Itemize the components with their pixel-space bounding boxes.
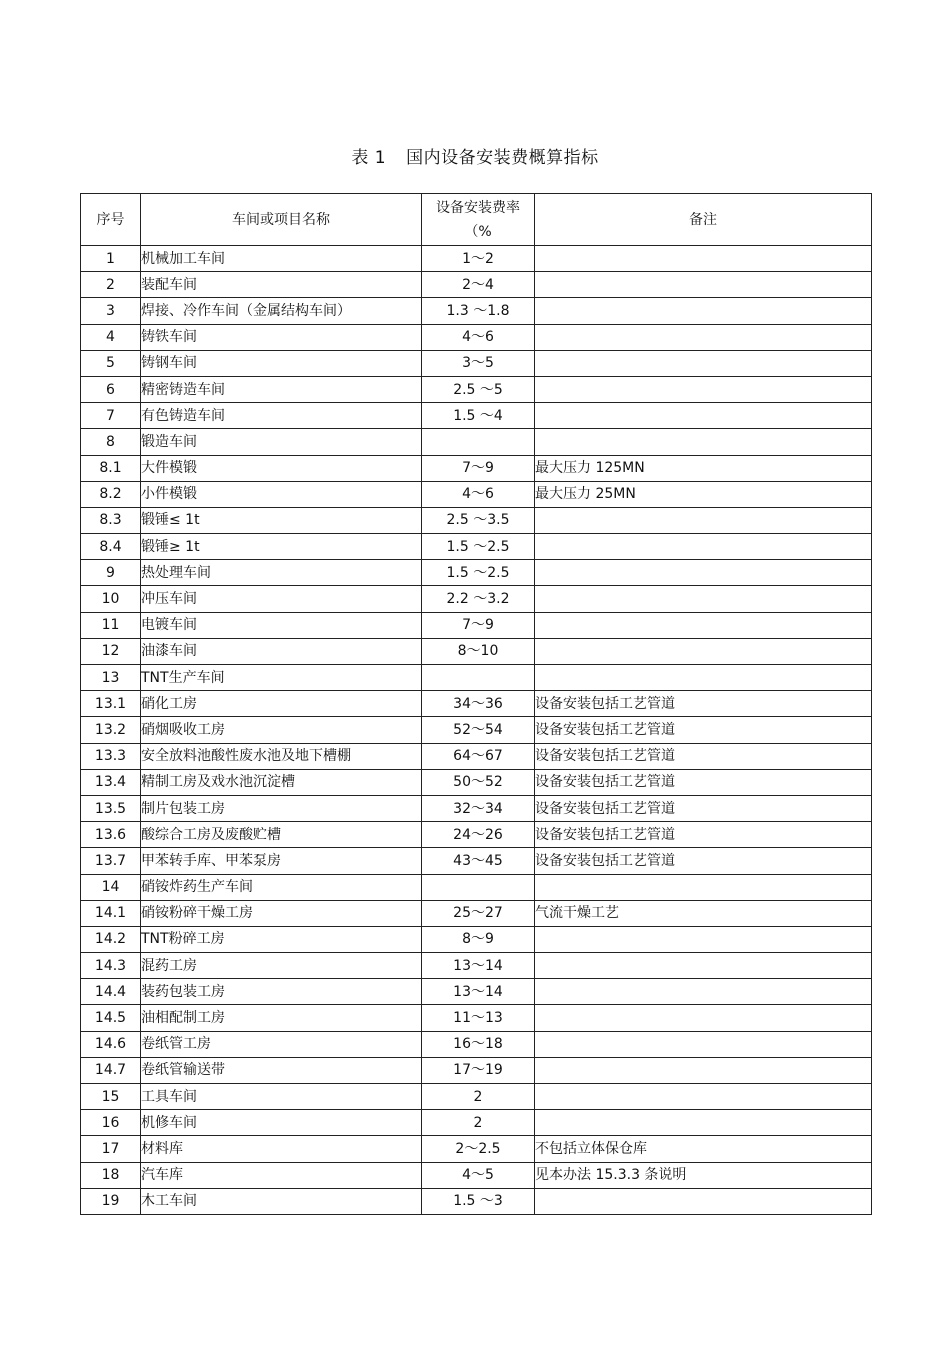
cell-note: 设备安装包括工艺管道 [535,795,872,821]
table-row [81,691,872,717]
table-row [81,534,872,560]
cell-rate: 2 [422,1084,535,1110]
cell-name: 硝铵炸药生产车间 [141,874,422,900]
cell-note [535,246,872,272]
cell-rate: 2 [422,1110,535,1136]
cell-rate: 32～34 [422,795,535,821]
cell-seq: 14.3 [81,953,141,979]
table-title [0,143,950,168]
cell-rate: 16～18 [422,1031,535,1057]
cell-name: 硝铵粉碎干燥工房 [141,900,422,926]
header-name: 车间或项目名称 [141,194,422,246]
cell-note [535,350,872,376]
cell-seq: 13.2 [81,717,141,743]
table-row [81,769,872,795]
cell-name: 小件模锻 [141,481,422,507]
cell-rate [422,665,535,691]
cell-name: 铸钢车间 [141,350,422,376]
cell-seq: 13.7 [81,848,141,874]
table-row [81,822,872,848]
cell-seq: 14 [81,874,141,900]
cell-note [535,272,872,298]
cell-seq: 11 [81,612,141,638]
cell-seq: 14.2 [81,926,141,952]
cell-name: 材料库 [141,1136,422,1162]
table-row [81,743,872,769]
cell-name: 混药工房 [141,953,422,979]
cell-rate: 3～5 [422,350,535,376]
cell-seq: 13 [81,665,141,691]
cell-rate: 1～2 [422,246,535,272]
table-row [81,1031,872,1057]
header-rate-line2: （% [464,223,492,240]
cell-rate: 25～27 [422,900,535,926]
cell-name: 精制工房及戏水池沉淀槽 [141,769,422,795]
cell-seq: 14.5 [81,1005,141,1031]
cell-rate: 17～19 [422,1057,535,1083]
table-row [81,1084,872,1110]
cell-name: 精密铸造车间 [141,376,422,402]
table-row [81,324,872,350]
cell-note [535,324,872,350]
cell-seq: 15 [81,1084,141,1110]
table-row [81,848,872,874]
cell-rate: 1.5 ～2.5 [422,560,535,586]
cell-rate: 7～9 [422,455,535,481]
cell-seq: 5 [81,350,141,376]
cell-name: TNT生产车间 [141,665,422,691]
cell-note: 设备安装包括工艺管道 [535,717,872,743]
table-row [81,246,872,272]
table-row [81,560,872,586]
cell-note [535,874,872,900]
table-row [81,507,872,533]
cell-seq: 13.4 [81,769,141,795]
cell-seq: 8 [81,429,141,455]
table-row [81,481,872,507]
cell-name: 硝化工房 [141,691,422,717]
cell-note [535,1057,872,1083]
table-row [81,1005,872,1031]
cell-name: 硝烟吸收工房 [141,717,422,743]
cell-seq: 12 [81,638,141,664]
cell-name: 油漆车间 [141,638,422,664]
cell-name: 铸铁车间 [141,324,422,350]
cell-seq: 8.3 [81,507,141,533]
table-row [81,979,872,1005]
table-row [81,1136,872,1162]
cell-rate: 34～36 [422,691,535,717]
table-row [81,665,872,691]
cell-note: 见本办法 15.3.3 条说明 [535,1162,872,1188]
cell-note [535,1188,872,1214]
cell-seq: 7 [81,403,141,429]
table-row [81,376,872,402]
cell-seq: 19 [81,1188,141,1214]
table-row [81,350,872,376]
cell-note [535,1031,872,1057]
table-row [81,1110,872,1136]
cell-rate: 2～2.5 [422,1136,535,1162]
table-row [81,612,872,638]
cell-name: TNT粉碎工房 [141,926,422,952]
cell-rate: 7～9 [422,612,535,638]
cell-note: 气流干燥工艺 [535,900,872,926]
cell-name: 有色铸造车间 [141,403,422,429]
cell-seq: 9 [81,560,141,586]
cell-note [535,507,872,533]
cell-seq: 3 [81,298,141,324]
cell-seq: 13.1 [81,691,141,717]
cell-seq: 8.1 [81,455,141,481]
cell-seq: 14.1 [81,900,141,926]
cell-rate: 13～14 [422,953,535,979]
cell-rate: 1.3 ～1.8 [422,298,535,324]
cell-name: 甲苯转手库、甲苯泵房 [141,848,422,874]
cell-seq: 6 [81,376,141,402]
cell-seq: 8.2 [81,481,141,507]
table-body [81,246,872,1215]
table-row [81,272,872,298]
cell-note [535,612,872,638]
cell-rate: 8～9 [422,926,535,952]
cell-note: 不包括立体保仓库 [535,1136,872,1162]
cell-rate: 1.5 ～2.5 [422,534,535,560]
cell-seq: 8.4 [81,534,141,560]
cell-name: 汽车库 [141,1162,422,1188]
table-row [81,795,872,821]
cell-rate [422,429,535,455]
cell-note [535,586,872,612]
cell-name: 锻造车间 [141,429,422,455]
cell-rate: 52～54 [422,717,535,743]
cell-name: 木工车间 [141,1188,422,1214]
header-rate [422,194,535,246]
table-row [81,926,872,952]
header-rate-line1: 设备安装费率 [436,199,520,216]
cell-rate: 11～13 [422,1005,535,1031]
cell-note: 最大压力 125MN [535,455,872,481]
cell-name: 油相配制工房 [141,1005,422,1031]
cell-rate [422,874,535,900]
table-row [81,1057,872,1083]
cell-name: 装药包装工房 [141,979,422,1005]
cell-seq: 10 [81,586,141,612]
cell-name: 酸综合工房及废酸贮槽 [141,822,422,848]
table-row [81,586,872,612]
table-row [81,1188,872,1214]
cell-note [535,1110,872,1136]
cell-name: 大件模锻 [141,455,422,481]
cell-note [535,298,872,324]
cell-seq: 14.4 [81,979,141,1005]
cell-seq: 16 [81,1110,141,1136]
cell-note [535,926,872,952]
cell-note: 设备安装包括工艺管道 [535,743,872,769]
table-row [81,717,872,743]
fee-rate-table [80,193,872,1215]
cell-name: 机械加工车间 [141,246,422,272]
cell-note [535,534,872,560]
cell-seq: 13.5 [81,795,141,821]
cell-note [535,638,872,664]
cell-rate: 50～52 [422,769,535,795]
cell-name: 冲压车间 [141,586,422,612]
cell-seq: 13.6 [81,822,141,848]
table-caption: 国内设备安装费概算指标 [406,148,599,168]
cell-seq: 4 [81,324,141,350]
table-row [81,429,872,455]
table-row [81,874,872,900]
cell-name: 锻锤≤ 1t [141,507,422,533]
cell-note [535,560,872,586]
cell-name: 装配车间 [141,272,422,298]
cell-rate: 64～67 [422,743,535,769]
cell-seq: 1 [81,246,141,272]
cell-rate: 4～5 [422,1162,535,1188]
cell-name: 电镀车间 [141,612,422,638]
header-note: 备注 [535,194,872,246]
cell-note [535,1005,872,1031]
cell-name: 机修车间 [141,1110,422,1136]
cell-note: 设备安装包括工艺管道 [535,769,872,795]
cell-rate: 13～14 [422,979,535,1005]
cell-name: 卷纸管输送带 [141,1057,422,1083]
table-row [81,1162,872,1188]
cell-note [535,665,872,691]
table-row [81,403,872,429]
table-row [81,953,872,979]
cell-note [535,1084,872,1110]
cell-rate: 2.2 ～3.2 [422,586,535,612]
cell-rate: 1.5 ～4 [422,403,535,429]
cell-name: 锻锤≥ 1t [141,534,422,560]
cell-note: 设备安装包括工艺管道 [535,691,872,717]
header-seq: 序号 [81,194,141,246]
table-row [81,298,872,324]
cell-name: 工具车间 [141,1084,422,1110]
cell-rate: 4～6 [422,481,535,507]
cell-name: 卷纸管工房 [141,1031,422,1057]
cell-name: 制片包装工房 [141,795,422,821]
cell-note [535,376,872,402]
cell-rate: 8～10 [422,638,535,664]
cell-note [535,979,872,1005]
cell-rate: 1.5 ～3 [422,1188,535,1214]
cell-rate: 2.5 ～5 [422,376,535,402]
table-header-row [81,194,872,246]
cell-note [535,403,872,429]
cell-name: 焊接、冷作车间（金属结构车间） [141,298,422,324]
cell-rate: 2.5 ～3.5 [422,507,535,533]
cell-note: 设备安装包括工艺管道 [535,848,872,874]
cell-rate: 43～45 [422,848,535,874]
cell-seq: 18 [81,1162,141,1188]
cell-note [535,429,872,455]
table-row [81,900,872,926]
table-row [81,638,872,664]
cell-rate: 4～6 [422,324,535,350]
cell-note [535,953,872,979]
table-row [81,455,872,481]
cell-seq: 13.3 [81,743,141,769]
cell-name: 安全放料池酸性废水池及地下槽棚 [141,743,422,769]
cell-seq: 2 [81,272,141,298]
table-number: 表 1 [351,148,387,168]
cell-rate: 2～4 [422,272,535,298]
cell-name: 热处理车间 [141,560,422,586]
cell-seq: 17 [81,1136,141,1162]
cell-seq: 14.6 [81,1031,141,1057]
cell-note: 最大压力 25MN [535,481,872,507]
cell-seq: 14.7 [81,1057,141,1083]
cell-note: 设备安装包括工艺管道 [535,822,872,848]
cell-rate: 24～26 [422,822,535,848]
